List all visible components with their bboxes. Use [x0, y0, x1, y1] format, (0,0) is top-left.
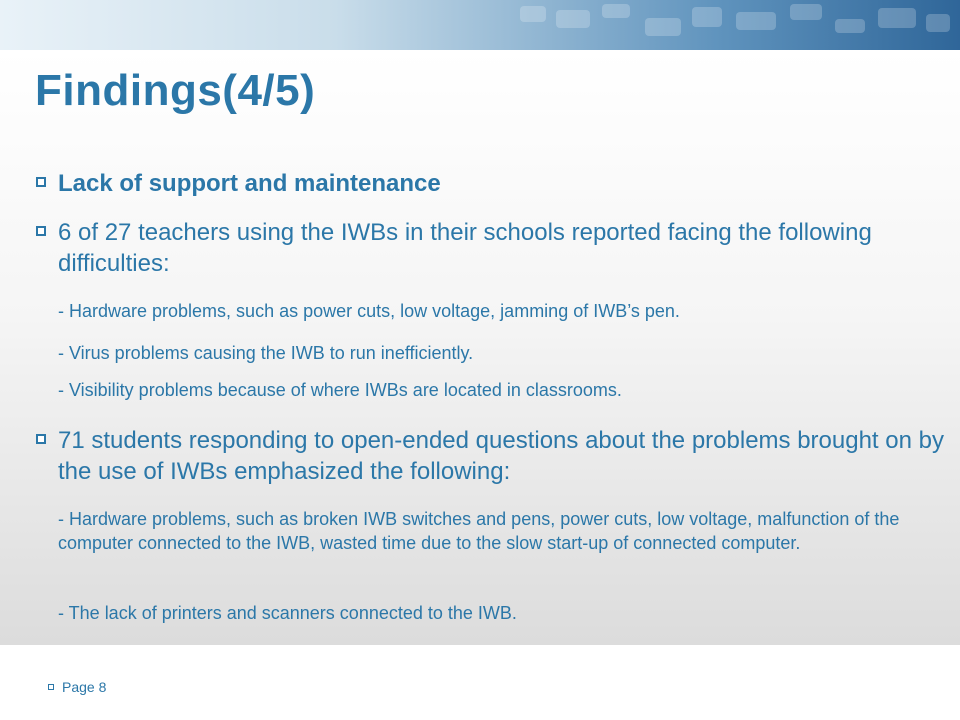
student-issue-item: - The lack of printers and scanners connected to the IWB. [58, 603, 517, 623]
square-bullet-icon [36, 226, 46, 236]
student-issue-item: - Hardware problems, such as broken IWB switches and pens, power cuts, low voltage, malfunction of the computer connected to the IWB, wasted time due to the slow start-up of connected computer. [58, 509, 900, 553]
header-decoration [790, 4, 822, 20]
header-decoration [520, 6, 546, 22]
header-decoration [602, 4, 630, 18]
bullet-student-issues: 71 students responding to open-ended questions about the problems brought on by the use of IWBs emphasized the following: [58, 427, 944, 485]
header-decoration [645, 18, 681, 36]
bullet-teacher-difficulties: 6 of 27 teachers using the IWBs in their schools reported facing the following difficulties: [58, 219, 872, 277]
header-decoration [556, 10, 590, 28]
teacher-difficulty-item: - Virus problems causing the IWB to run inefficiently. [58, 343, 474, 363]
header-banner [0, 0, 960, 50]
header-decoration [692, 7, 722, 27]
bullet-support-maintenance: Lack of support and maintenance [58, 170, 441, 197]
header-decoration [736, 12, 776, 30]
header-decoration [878, 8, 916, 28]
square-bullet-icon [36, 434, 46, 444]
teacher-difficulty-item: - Hardware problems, such as power cuts, low voltage, jamming of IWB’s pen. [58, 301, 680, 321]
page-number: Page 8 [62, 679, 107, 695]
teacher-difficulty-item: - Visibility problems because of where IWBs are located in classrooms. [58, 380, 622, 400]
header-decoration [926, 14, 950, 32]
small-square-icon [48, 684, 54, 690]
square-bullet-icon [36, 177, 46, 187]
header-decoration [835, 19, 865, 33]
slide-title: Findings(4/5) [35, 66, 316, 115]
